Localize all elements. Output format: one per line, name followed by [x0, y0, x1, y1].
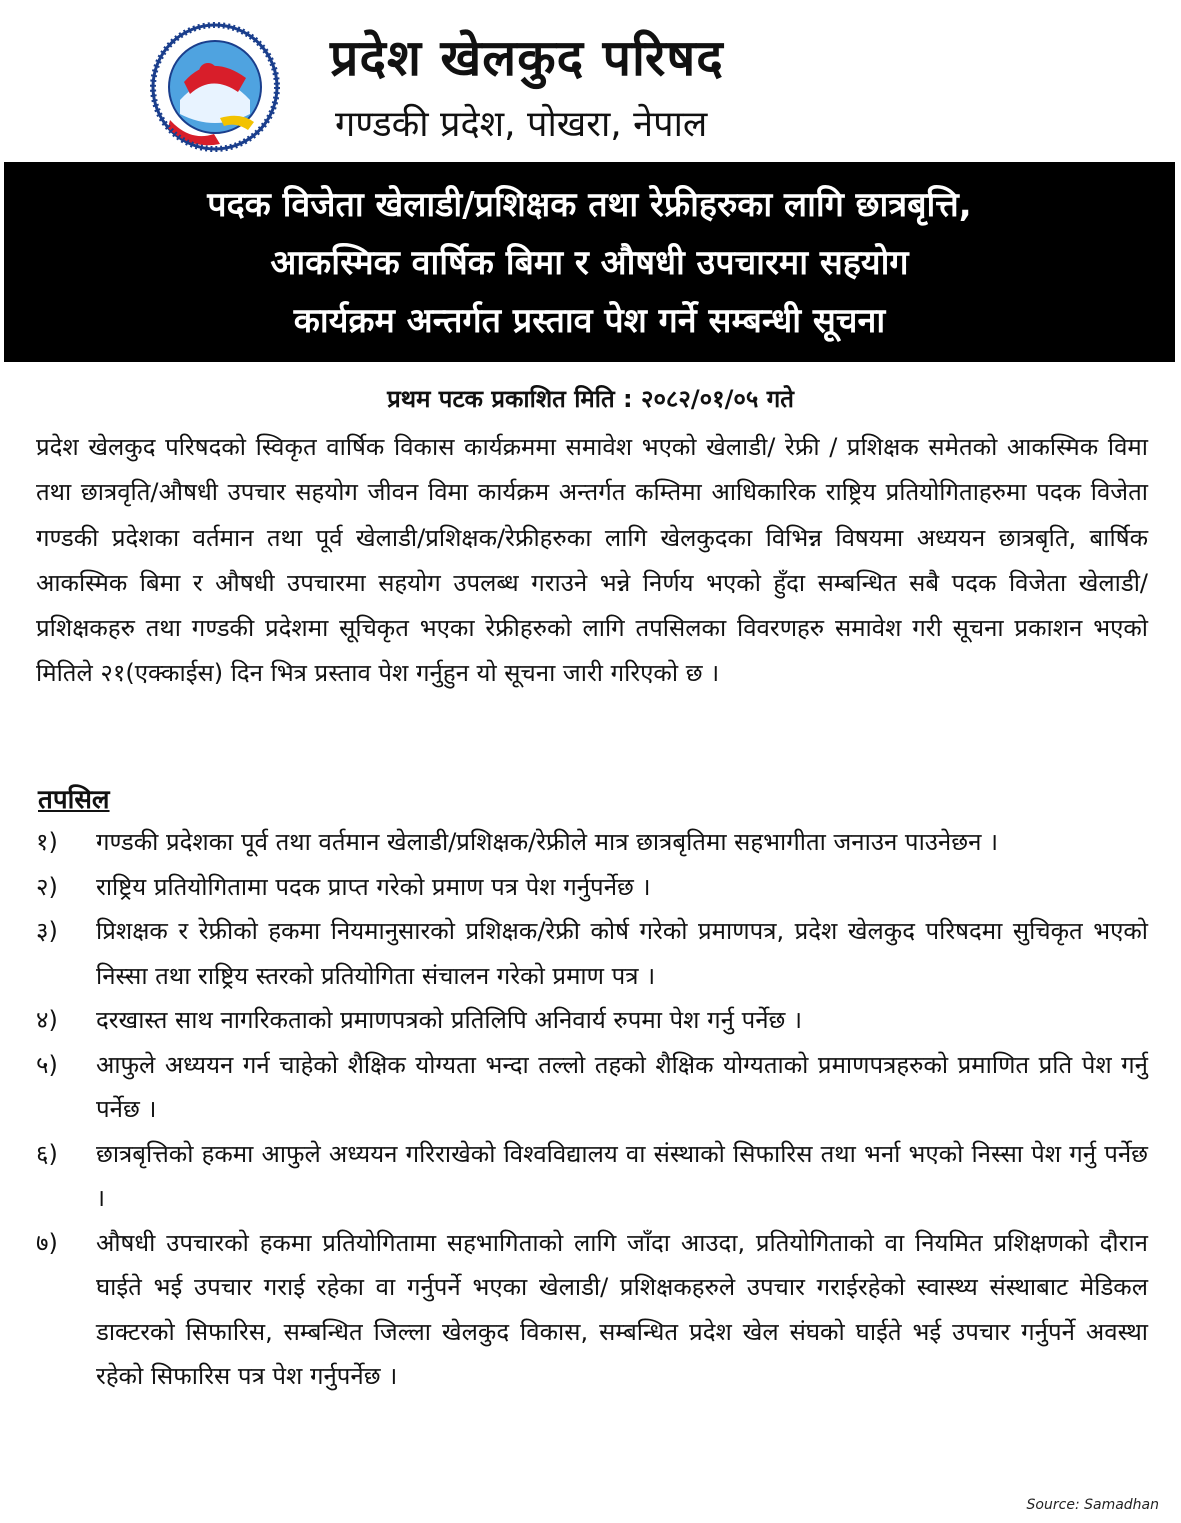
- source-credit: Source: Samadhan: [1026, 1497, 1159, 1513]
- item-text: औषधी उपचारको हकमा प्रतियोगितामा सहभागिताको लागि जाँदा आउदा, प्रतियोगिताको वा नियमित प्रशिक्षणको दौरान घाईते भई उपचार गराई रहेका वा गर्नुपर्ने भएका खेलाडी/ प्रशिक्षकहरुले उपचार गराईरहेको स्वास्थ्य संस्थाबाट मेडिकल डाक्टरको सिफारिस, सम्बन्धित जिल्ला खेलकुद विकास, सम्बन्धित प्रदेश खेल संघको घाईते भई उपचार गर्नुपर्ने अवस्था रहेको सिफारिस पत्र पेश गर्नुपर्नेछ ।: [96, 1228, 1148, 1390]
- publish-date: प्रथम पटक प्रकाशित मिति : २०८२/०१/०५ गते: [387, 385, 794, 413]
- notice-title-banner: [4, 162, 1175, 362]
- notice-paragraph: प्रदेश खेलकुद परिषदको स्विकृत वार्षिक विकास कार्यक्रममा समावेश भएको खेलाडी/ रेफ्री / प्रशिक्षक समेतको आकस्मिक विमा तथा छात्रवृति/औषधी उपचार सहयोग जीवन विमा कार्यक्रम अन्तर्गत कम्तिमा आधिकारिक राष्ट्रिय प्रतियोगिताहरुमा पदक विजेता गण्डकी प्रदेशका वर्तमान तथा पूर्व खेलाडी/प्रशिक्षक/रेफ्रीहरुका लागि खेलकुदका विभिन्न विषयमा अध्ययन छात्रबृति, बार्षिक आकस्मिक बिमा र औषधी उपचारमा सहयोग उपलब्ध गराउने भन्ने निर्णय भएको हुँदा सम्बन्धित सबै पदक विजेता खेलाडी/प्रशिक्षकहरु तथा गण्डकी प्रदेशमा सूचिकृत भएका रेफ्रीहरुको लागि तपसिलका विवरणहरु समावेश गरी सूचना प्रकाशन भएको मितिले २१(एक्काईस) दिन भित्र प्रस्ताव पेश गर्नुहुन यो सूचना जारी गरिएको छ ।: [36, 433, 1148, 688]
- item-number: १): [36, 828, 58, 856]
- item-number: ७): [36, 1228, 58, 1257]
- notice-body: [36, 425, 1148, 697]
- item-number: ५): [36, 1050, 58, 1079]
- list-item: [36, 1221, 1148, 1399]
- item-text: राष्ट्रिय प्रतियोगितामा पदक प्राप्त गरेको प्रमाण पत्र पेश गर्नुपर्नेछ ।: [96, 872, 651, 901]
- banner-line: कार्यक्रम अन्तर्गत प्रस्ताव पेश गर्ने सम्बन्धी सूचना: [293, 301, 886, 341]
- banner-line: आकस्मिक वार्षिक बिमा र औषधी उपचारमा सहयोग: [270, 243, 909, 283]
- item-number: २): [36, 872, 58, 901]
- list-item: [36, 820, 1148, 865]
- details-heading: तपसिल: [38, 785, 110, 815]
- item-number: ४): [36, 1006, 58, 1034]
- list-item: [36, 865, 1148, 910]
- item-number: ३): [36, 917, 58, 945]
- list-item: [36, 909, 1148, 998]
- item-text: आफुले अध्ययन गर्न चाहेको शैक्षिक योग्यता भन्दा तल्लो तहको शैक्षिक योग्यताको प्रमाणपत्रहरुको प्रमाणित प्रति पेश गर्नु पर्नेछ ।: [96, 1050, 1148, 1123]
- council-logo: [150, 22, 280, 152]
- item-text: दरखास्त साथ नागरिकताको प्रमाणपत्रको प्रतिलिपि अनिवार्य रुपमा पेश गर्नु पर्नेछ ।: [96, 1006, 803, 1034]
- list-item: [36, 1132, 1148, 1221]
- item-text: प्रिशक्षक र रेफ्रीको हकमा नियमानुसारको प्रशिक्षक/रेफ्री कोर्ष गरेको प्रमाणपत्र, प्रदेश खेलकुद परिषदमा सुचिकृत भएको निस्सा तथा राष्ट्रिय स्तरको प्रतियोगिता संचालन गरेको प्रमाण पत्र ।: [96, 917, 1148, 990]
- notice-header: [0, 0, 1181, 160]
- list-item: [36, 998, 1148, 1043]
- item-text: गण्डकी प्रदेशका पूर्व तथा वर्तमान खेलाडी/प्रशिक्षक/रेफ्रीले मात्र छात्रबृतिमा सहभागीता जनाउन पाउनेछन ।: [96, 828, 999, 856]
- organization-name: प्रदेश खेलकुद परिषद: [330, 29, 724, 87]
- organization-address: गण्डकी प्रदेश, पोखरा, नेपाल: [335, 104, 708, 145]
- details-list: [36, 820, 1148, 1399]
- banner-line: पदक विजेता खेलाडी/प्रशिक्षक तथा रेफ्रीहरुका लागि छात्रबृत्ति,: [207, 185, 972, 225]
- item-number: ६): [36, 1139, 58, 1168]
- list-item: [36, 1043, 1148, 1132]
- item-text: छात्रबृत्तिको हकमा आफुले अध्ययन गरिराखेको विश्वविद्यालय वा संस्थाको सिफारिस तथा भर्ना भएको निस्सा पेश गर्नु पर्नेछ ।: [96, 1139, 1148, 1212]
